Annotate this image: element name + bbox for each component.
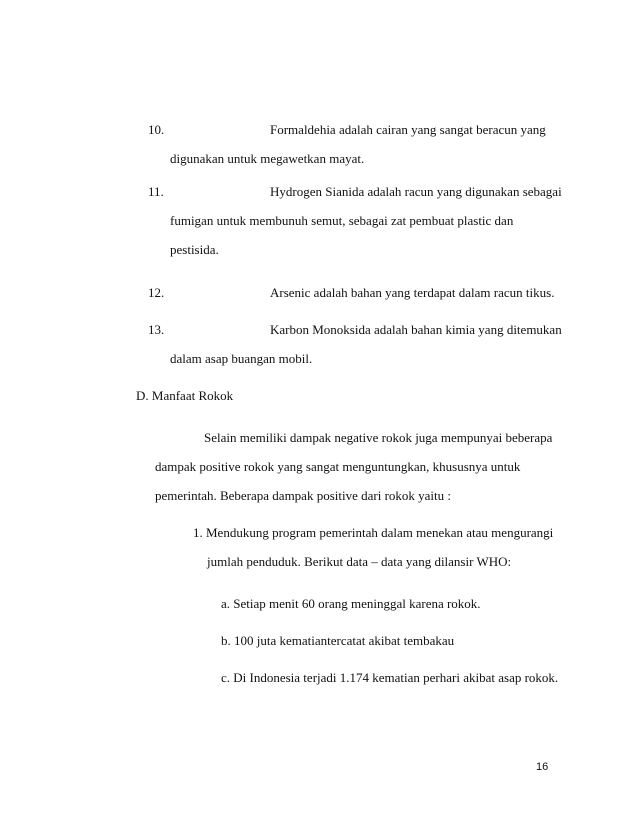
list-item-11-continuation-2: pestisida. — [170, 242, 219, 257]
subpoint-a: a. Setiap menit 60 orang meninggal karena rokok. — [221, 596, 481, 611]
point-1-line-2: jumlah penduduk. Berikut data – data yang dilansir WHO: — [207, 554, 512, 569]
page-number: 16 — [536, 761, 549, 773]
list-item-12-number: 12. — [148, 285, 165, 300]
paragraph-line-2: dampak positive rokok yang sangat menguntungkan, khususnya untuk — [155, 459, 521, 474]
list-item-11-text: Hydrogen Sianida adalah racun yang digunakan sebagai — [270, 184, 562, 199]
subpoint-c: c. Di Indonesia terjadi 1.174 kematian perhari akibat asap rokok. — [221, 670, 559, 685]
list-item-12-text: Arsenic adalah bahan yang terdapat dalam racun tikus. — [270, 285, 555, 300]
section-heading: D. Manfaat Rokok — [136, 388, 234, 403]
paragraph-line-1: Selain memiliki dampak negative rokok juga mempunyai beberapa — [204, 430, 553, 445]
list-item-10-text: Formaldehia adalah cairan yang sangat beracun yang — [270, 122, 546, 137]
list-item-13-text: Karbon Monoksida adalah bahan kimia yang ditemukan — [270, 322, 562, 337]
point-1-line-1: 1. Mendukung program pemerintah dalam menekan atau mengurangi — [193, 525, 554, 540]
list-item-11-continuation-1: fumigan untuk membunuh semut, sebagai zat pembuat plastic dan — [170, 213, 514, 228]
list-item-13-number: 13. — [148, 322, 165, 337]
list-item-13-continuation: dalam asap buangan mobil. — [170, 351, 313, 366]
list-item-10-number: 10. — [148, 122, 165, 137]
list-item-11-number: 11. — [148, 184, 164, 199]
subpoint-b: b. 100 juta kematiantercatat akibat tembakau — [221, 633, 455, 648]
paragraph-line-3: pemerintah. Beberapa dampak positive dari rokok yaitu : — [155, 488, 452, 503]
list-item-10-continuation: digunakan untuk megawetkan mayat. — [170, 151, 365, 166]
